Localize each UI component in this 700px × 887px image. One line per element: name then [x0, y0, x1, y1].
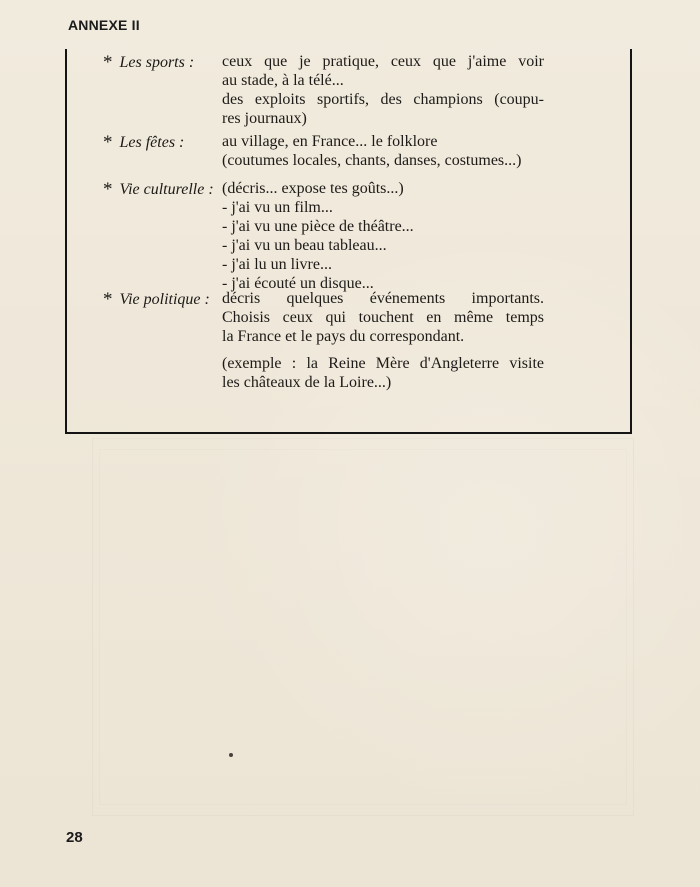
section-content-vie-culturelle: [222, 179, 544, 293]
section-label-text: Les fêtes :: [119, 134, 185, 151]
bullet-symbol: *: [103, 289, 113, 310]
paragraph-gap: [222, 346, 544, 354]
content-line: au village, en France... le folklore: [222, 133, 438, 150]
content-line: - j'ai vu un beau tableau...: [222, 237, 387, 254]
ink-speck: [229, 753, 233, 757]
content-line: (coutumes locales, chants, danses, costumes...): [222, 152, 522, 169]
content-line: (exemple : la Reine Mère d'Angleterre visite: [222, 355, 544, 372]
section-label-vie-politique: [103, 289, 218, 309]
page-header: ANNEXE II: [68, 17, 140, 33]
content-line: des exploits sportifs, des champions (coupu-: [222, 91, 544, 108]
content-line: ceux que je pratique, ceux que j'aime voir: [222, 53, 544, 70]
section-label-text: Vie politique :: [119, 291, 210, 308]
section-content-fetes: [222, 132, 544, 170]
section-content-vie-politique: [222, 289, 544, 392]
content-line: - j'ai vu une pièce de théâtre...: [222, 218, 414, 235]
section-label-text: Vie culturelle :: [119, 181, 214, 198]
content-line: décris quelques événements importants.: [222, 290, 544, 307]
section-label-sports: [103, 52, 218, 72]
content-line: - j'ai écouté un disque...: [222, 275, 374, 292]
content-line: les châteaux de la Loire...): [222, 374, 392, 391]
bullet-symbol: *: [103, 52, 113, 73]
content-line: res journaux): [222, 110, 307, 127]
bullet-symbol: *: [103, 179, 113, 200]
content-line: (décris... expose tes goûts...): [222, 180, 404, 197]
content-line: la France et le pays du correspondant.: [222, 328, 465, 345]
section-label-text: Les sports :: [119, 54, 195, 71]
content-line: au stade, à la télé...: [222, 72, 344, 89]
bleed-through-background: [92, 438, 634, 816]
content-line: Choisis ceux qui touchent en même temps: [222, 309, 544, 326]
content-line: - j'ai lu un livre...: [222, 256, 332, 273]
page-number: 28: [66, 829, 83, 846]
section-content-sports: [222, 52, 544, 128]
content-line: - j'ai vu un film...: [222, 199, 333, 216]
section-label-vie-culturelle: [103, 179, 218, 199]
bullet-symbol: *: [103, 132, 113, 153]
section-label-fetes: [103, 132, 218, 152]
